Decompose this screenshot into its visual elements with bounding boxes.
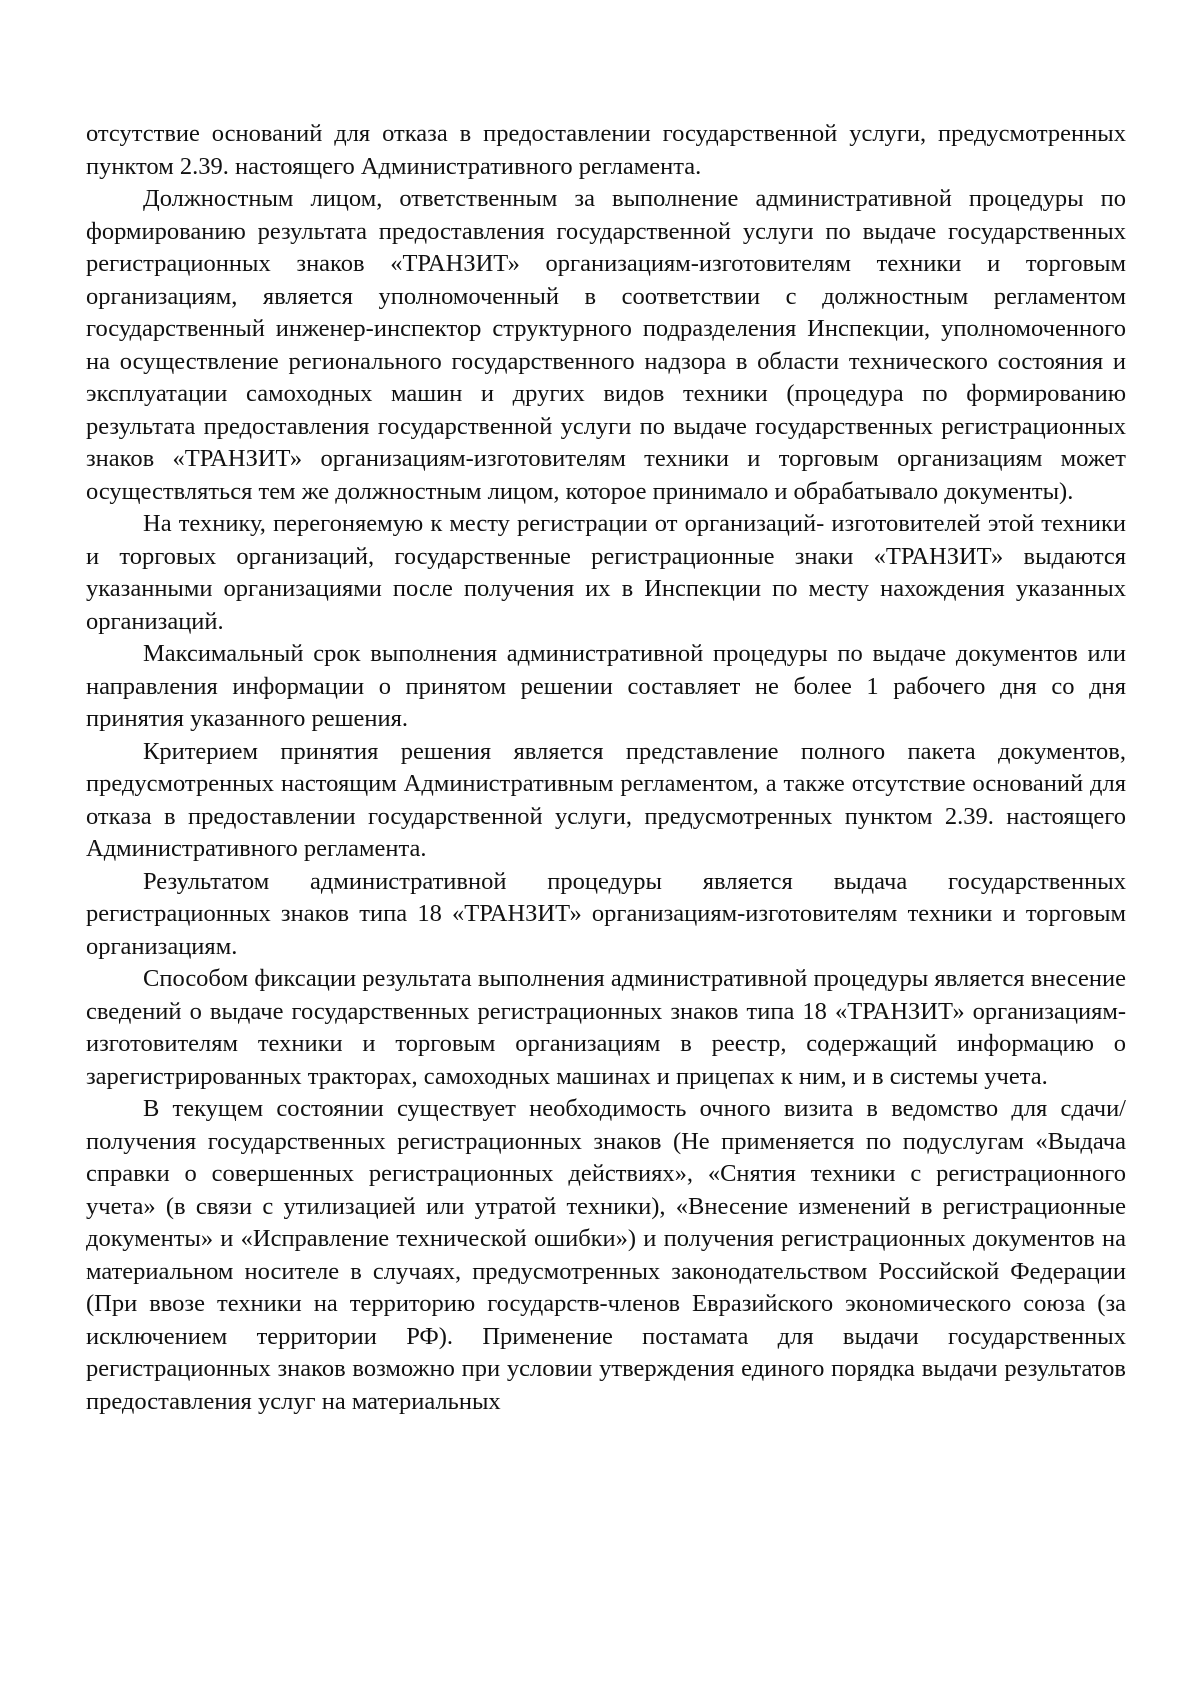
paragraph-in-person-visit: В текущем состоянии существует необходимость очного визита в ведомство для сдачи/получения государственных регистрационных знаков (Не применяется по подуслугам «Выдача справки о совершенных регистрационных действиях», «Снятия техники с регистрационного учета» (в связи с утилизацией или утратой техники), «Внесение изменений в регистрационные документы» и «Исправление технической ошибки») и получения регистрационных документов на материальном носителе в случаях, предусмотренных законодательством Российской Федерации (При ввозе техники на территорию государств-членов Евразийского экономического союза (за исключением территории РФ). Применение постамата для выдачи государственных регистрационных знаков возможно при условии утверждения единого порядка выдачи результатов предоставления услуг на материальных [86, 1095, 1126, 1415]
paragraph-maximum-term: Максимальный срок выполнения административной процедуры по выдаче документов или направления информации о принятом решении составляет не более 1 рабочего дня со дня принятия указанного решения. [86, 640, 1126, 732]
paragraph-result-recording: Способом фиксации результата выполнения административной процедуры является внесение сведений о выдаче государственных регистрационных знаков типа 18 «ТРАНЗИТ» организациям-изготовителям техники и торговым организациям в реестр, содержащий информацию о зарегистрированных тракторах, самоходных машинах и прицепах к ним, и в системы учета. [86, 965, 1126, 1090]
paragraph-decision-criterion: Критерием принятия решения является представление полного пакета документов, предусмотренных настоящим Административным регламентом, а также отсутствие оснований для отказа в предоставлении государственной услуги, предусмотренных пунктом 2.39. настоящего Административного регламента. [86, 737, 1126, 862]
paragraph-transit-plates-issue: На технику, перегоняемую к месту регистрации от организаций- изготовителей этой техники и торговых организаций, государственные регистрационные знаки «ТРАНЗИТ» выдаются указанными организациями после получения их в Инспекции по месту нахождения указанных организаций. [86, 510, 1126, 635]
paragraph-refusal-grounds-continued: отсутствие оснований для отказа в предоставлении государственной услуги, предусмотренных пунктом 2.39. настоящего Административного регламента. [86, 120, 1126, 180]
paragraph-responsible-official: Должностным лицом, ответственным за выполнение административной процедуры по формированию результата предоставления государственной услуги по выдаче государственных регистрационных знаков «ТРАНЗИТ» организациям-изготовителям техники и торговым организациям, является уполномоченный в соответствии с должностным регламентом государственный инженер-инспектор структурного подразделения Инспекции, уполномоченного на осуществление регионального государственного надзора в области технического состояния и эксплуатации самоходных машин и других видов техники (процедура по формированию результата предоставления государственной услуги по выдаче государственных регистрационных знаков «ТРАНЗИТ» организациям-изготовителям техники и торговым организациям может осуществляться тем же должностным лицом, которое принимало и обрабатывало документы). [86, 185, 1126, 505]
paragraph-procedure-result: Результатом административной процедуры является выдача государственных регистрационных знаков типа 18 «ТРАНЗИТ» организациям-изготовителям техники и торговым организациям. [86, 867, 1126, 960]
document-page [86, 118, 1126, 1418]
